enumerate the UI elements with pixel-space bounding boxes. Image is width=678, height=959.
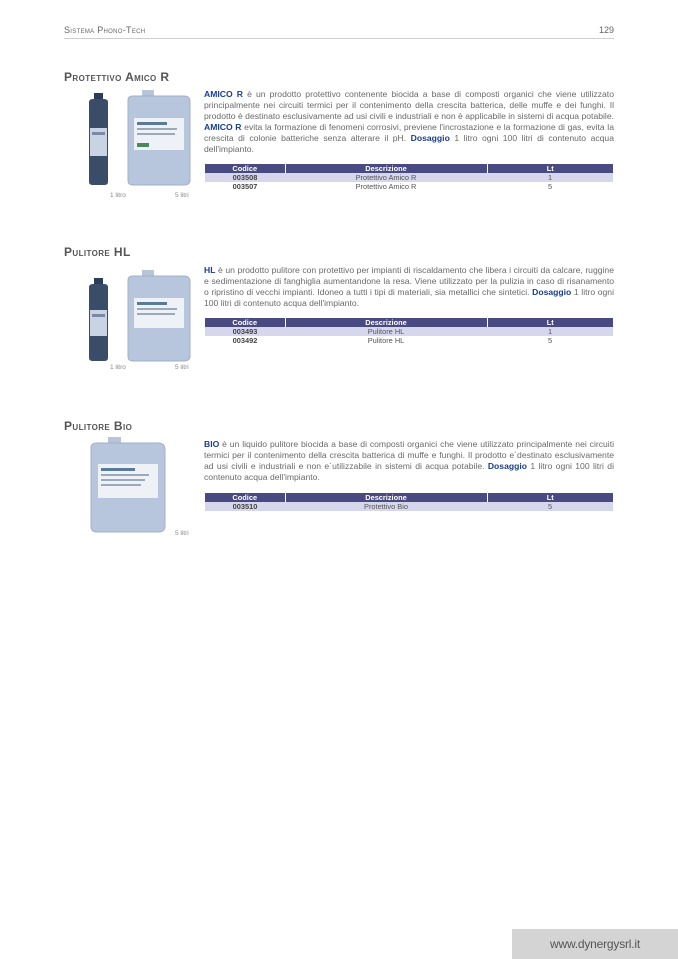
caption-5-litri: 5 litri [175, 364, 189, 371]
product-table-amico-r [205, 164, 613, 191]
column-header-codice: Codice [205, 318, 285, 327]
cell-liters: 1 [487, 327, 613, 336]
product-title-pulitore-bio: Pulitore Bio [64, 419, 133, 433]
cell-liters: 1 [487, 173, 613, 182]
table-header-row [205, 493, 613, 502]
dosage-label: Dosaggio [487, 461, 527, 471]
description-text: evita la formazione di fenomeni corrosivi, previene l'incrostazione e la formazione di gas, evita la crescita di colonie batteriche senza alterare il pH. [204, 122, 614, 143]
cell-description: Pulitore HL [367, 336, 405, 345]
product-description-pulitore-bio [204, 439, 614, 483]
brand-name: BIO [204, 439, 220, 449]
cell-liters: 5 [547, 336, 553, 345]
caption-5-litri: 5 litri [175, 530, 189, 537]
caption-1-litro: 1 litro [110, 364, 126, 371]
product-table-pulitore-hl [205, 318, 613, 345]
brand-name: AMICO R [204, 89, 243, 99]
cell-code: 003507 [232, 182, 258, 191]
description-text: è un liquido pulitore biocida a base di composti organici che viene utilizzato principalmente nei circuiti termici per il contenimento della crescita batterica di muffe e funghi. Il prodotto e´destinato esclusivamente ad usi civili e industriali e non e´utilizzabile in sistemi di acqua potabile. [204, 439, 614, 471]
table-row [205, 182, 613, 191]
table-header-row [205, 318, 613, 327]
table-row [205, 502, 613, 511]
cell-code: 003492 [232, 336, 258, 345]
column-header-descrizione: Descrizione [285, 318, 487, 327]
cell-code: 003510 [205, 502, 285, 511]
product-title-pulitore-hl: Pulitore HL [64, 245, 131, 259]
dosage-label: Dosaggio [532, 287, 572, 297]
column-header-descrizione: Descrizione [285, 493, 487, 502]
page-number: 129 [598, 25, 614, 35]
table-row [205, 173, 613, 182]
brand-name: HL [204, 265, 216, 275]
cell-code: 003508 [205, 173, 285, 182]
cell-description: Protettivo Bio [285, 502, 487, 511]
product-title-amico-r: Protettivo Amico R [64, 70, 170, 84]
bottle-jerrycan-illustration [80, 88, 195, 200]
product-description-amico-r [204, 89, 614, 155]
header-divider [64, 38, 614, 39]
dosage-label: Dosaggio [410, 133, 450, 143]
product-image-amico-r [80, 88, 195, 200]
footer-website: www.dynergysrl.it [550, 937, 640, 951]
column-header-codice: Codice [205, 493, 285, 502]
cell-description: Pulitore HL [285, 327, 487, 336]
description-text: 1 litro ogni 100 litri di contenuto acqua dell'impianto. [204, 461, 614, 482]
caption-5-litri: 5 litri [175, 192, 189, 199]
column-header-codice: Codice [205, 164, 285, 173]
cell-description: Protettivo Amico R [355, 182, 417, 191]
table-header-row [205, 164, 613, 173]
cell-code: 003493 [205, 327, 285, 336]
product-description-pulitore-hl [204, 265, 614, 309]
product-table-pulitore-bio [205, 493, 613, 511]
description-text: 1 litro ogni 100 litri di contenuto acqua dell'impianto. [204, 133, 614, 154]
column-header-lt: Lt [487, 493, 613, 502]
description-text: è un prodotto protettivo contenente biocida a base di composti organici che viene utilizzato principalmente nei circuiti termici per il contenimento della crescita batterica, delle muffe e dei funghi. Il prodotto è destinato esclusivamente ad usi civili e industriali e non è applicabile in sistemi di acqua potabile. [204, 89, 614, 121]
column-header-lt: Lt [487, 318, 613, 327]
column-header-lt: Lt [487, 164, 613, 173]
description-text: è un prodotto pulitore con protettivo per impianti di riscaldamento che libera i circuiti da calcare, ruggine e sedimentazione di fanghiglia aumentandone la resa. Viene utilizzato per la pulizia in caso di risanamento o ripristino di vecchi impianti. Idoneo a tutti i tipi di materiali, sia metallici che sintetici. [204, 265, 614, 297]
table-row [205, 327, 613, 336]
column-header-descrizione: Descrizione [285, 164, 487, 173]
jerrycan-illustration [88, 436, 168, 534]
product-image-pulitore-hl [80, 266, 195, 366]
running-header: Sistema Phono-Tech [64, 25, 146, 35]
cell-liters: 5 [547, 182, 553, 191]
cell-description: Protettivo Amico R [285, 173, 487, 182]
product-image-pulitore-bio [88, 436, 168, 534]
caption-1-litro: 1 litro [110, 192, 126, 199]
cell-liters: 5 [487, 502, 613, 511]
table-row [205, 336, 613, 345]
brand-name: AMICO R [204, 122, 242, 132]
bottle-jerrycan-illustration [80, 266, 195, 366]
description-text: 1 litro ogni 100 litri di contenuto acqua dell'impianto. [204, 287, 614, 308]
